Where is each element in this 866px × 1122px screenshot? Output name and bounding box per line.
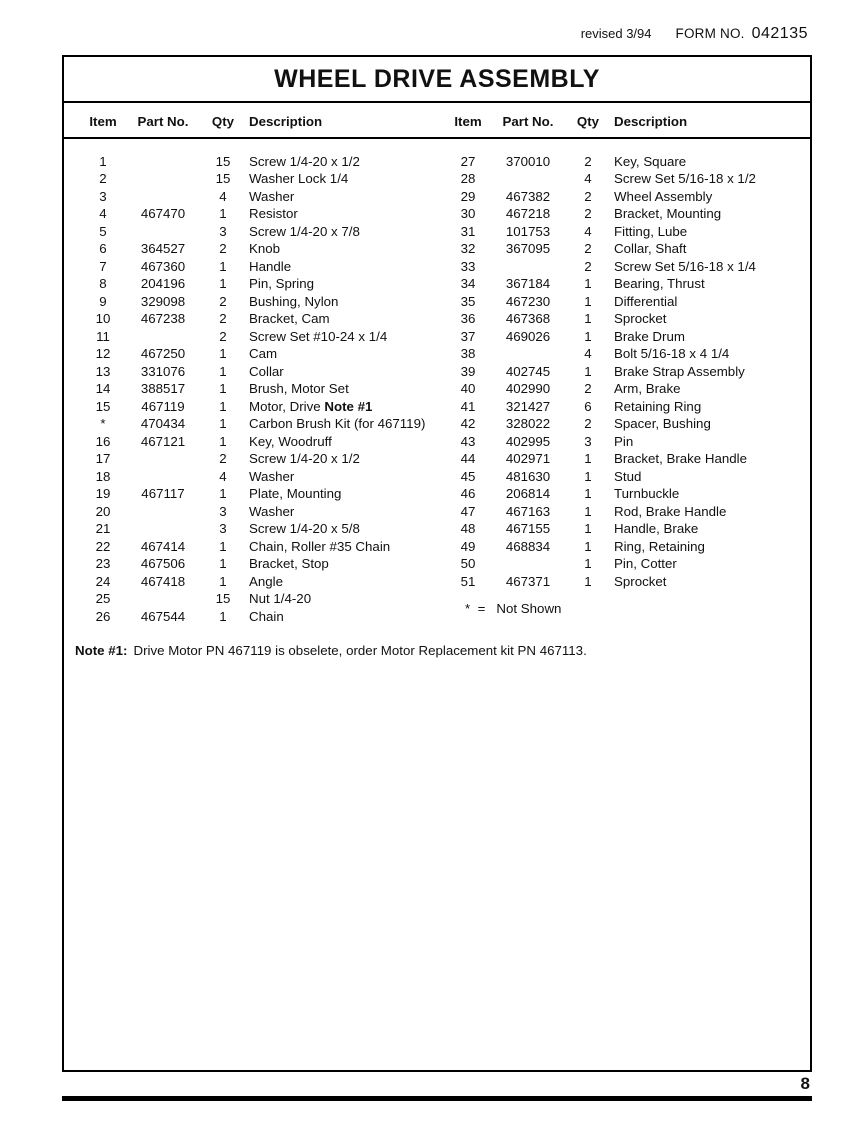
- table-left-rows: [77, 153, 442, 626]
- qty-cell: 3: [584, 433, 592, 449]
- table-row: [77, 608, 442, 626]
- item-cell: 10: [95, 311, 111, 326]
- content-border-box: [62, 55, 812, 1072]
- qty-cell: 15: [215, 591, 231, 606]
- form-number: 042135: [751, 25, 808, 42]
- item-cell: 44: [460, 451, 476, 466]
- item-cell: 29: [460, 188, 476, 204]
- table-row: [442, 433, 810, 451]
- part-no-cell: 467119: [141, 398, 185, 414]
- table-row: [77, 205, 442, 223]
- qty-cell: 2: [219, 328, 227, 344]
- qty-cell: 2: [219, 241, 227, 256]
- qty-cell: 3: [219, 223, 227, 239]
- table-row: [442, 310, 810, 328]
- item-cell: 22: [95, 538, 111, 554]
- table-row: [77, 590, 442, 608]
- qty-cell: 2: [584, 241, 592, 256]
- table-row: [442, 573, 810, 591]
- qty-cell: 2: [219, 451, 227, 466]
- item-cell: *: [100, 416, 106, 431]
- qty-cell: 1: [219, 398, 227, 414]
- item-cell: 12: [95, 346, 111, 361]
- qty-cell: 1: [584, 468, 592, 484]
- part-no-cell: [129, 503, 197, 521]
- table-right-column: [442, 153, 810, 617]
- table-row: [77, 398, 442, 416]
- qty-cell: 2: [584, 153, 592, 169]
- qty-cell: 4: [584, 346, 592, 361]
- table-row: [77, 555, 442, 573]
- description-cell: Brake Drum: [614, 328, 685, 344]
- not-shown-legend: * = Not Shown: [465, 601, 562, 616]
- item-cell: 13: [95, 363, 111, 379]
- description-cell: Sprocket: [614, 573, 667, 589]
- description-cell: Bolt 5/16-18 x 4 1/4: [614, 346, 730, 361]
- table-row: [77, 380, 442, 398]
- part-no-cell: 329098: [140, 293, 186, 309]
- qty-cell: 4: [584, 171, 592, 186]
- qty-cell: 1: [584, 521, 592, 536]
- qty-cell: 4: [219, 468, 227, 484]
- table-row: [442, 398, 810, 416]
- description-cell: Resistor: [249, 206, 298, 221]
- part-no-cell: [129, 153, 197, 171]
- part-no-cell: [494, 555, 562, 573]
- qty-cell: 1: [219, 538, 227, 554]
- part-no-cell: 468834: [505, 538, 551, 554]
- qty-cell: 2: [584, 381, 592, 396]
- part-no-cell: 370010: [505, 153, 551, 169]
- item-cell: 50: [460, 556, 476, 571]
- qty-cell: 4: [219, 188, 227, 204]
- table-row: [77, 223, 442, 241]
- item-cell: 17: [95, 451, 111, 466]
- qty-cell: 1: [584, 276, 592, 291]
- item-cell: 34: [460, 276, 476, 291]
- column-header-item: Item: [89, 114, 117, 129]
- part-no-cell: [129, 328, 197, 346]
- qty-cell: 1: [584, 503, 592, 519]
- note-text: Drive Motor PN 467119 is obselete, order Motor Replacement kit PN 467113.: [133, 643, 587, 658]
- item-cell: 35: [460, 293, 476, 309]
- description-cell: Wheel Assembly: [614, 188, 713, 204]
- table-row: [442, 503, 810, 521]
- qty-cell: 1: [584, 486, 592, 501]
- item-cell: 31: [460, 223, 476, 239]
- description-cell: Knob: [249, 241, 281, 256]
- part-no-cell: 402995: [505, 433, 551, 449]
- table-row: [77, 293, 442, 311]
- item-cell: 48: [460, 521, 476, 536]
- table-row: [442, 205, 810, 223]
- qty-cell: 1: [584, 363, 592, 379]
- bottom-rule: [62, 1096, 812, 1101]
- part-no-cell: 467371: [505, 573, 551, 589]
- qty-cell: 2: [584, 258, 592, 274]
- table-row: [442, 293, 810, 311]
- description-cell: Differential: [614, 293, 678, 309]
- description-cell: Screw 1/4-20 x 5/8: [249, 521, 360, 536]
- qty-cell: 3: [219, 503, 227, 519]
- table-row: [77, 328, 442, 346]
- note-reference: Note #1: [324, 398, 373, 414]
- part-no-cell: 402745: [505, 363, 551, 379]
- table-row: [442, 555, 810, 573]
- part-no-cell: 402971: [505, 451, 551, 466]
- item-cell: 16: [95, 433, 111, 449]
- table-row: [77, 188, 442, 206]
- qty-cell: 2: [219, 311, 227, 326]
- table-row: [442, 485, 810, 503]
- part-no-cell: 467414: [140, 538, 186, 554]
- qty-cell: 1: [219, 608, 227, 624]
- description-cell: Washer: [249, 503, 295, 519]
- part-no-cell: 467368: [505, 311, 551, 326]
- description-cell: Pin, Spring: [249, 276, 315, 291]
- item-cell: 19: [95, 486, 111, 501]
- item-cell: 8: [99, 276, 107, 291]
- item-cell: 38: [460, 346, 476, 361]
- description-cell: Fitting, Lube: [614, 223, 688, 239]
- column-header-part-no: Part No.: [502, 114, 554, 129]
- item-cell: 9: [99, 293, 107, 309]
- qty-cell: 1: [219, 258, 227, 274]
- description-cell: Pin, Cotter: [614, 556, 677, 571]
- item-cell: 46: [460, 486, 476, 501]
- part-no-cell: 467506: [140, 556, 186, 571]
- table-row: [77, 573, 442, 591]
- part-no-cell: 328022: [505, 416, 551, 431]
- part-no-cell: [129, 468, 197, 486]
- table-row: [77, 538, 442, 556]
- description-cell: Key, Woodruff: [249, 433, 332, 449]
- table-row: [442, 188, 810, 206]
- description-cell: Turnbuckle: [614, 486, 680, 501]
- item-cell: 20: [95, 503, 111, 519]
- qty-cell: 1: [219, 206, 227, 221]
- description-cell: Brush, Motor Set: [249, 381, 349, 396]
- table-row: [442, 240, 810, 258]
- qty-cell: 1: [219, 276, 227, 291]
- description-cell: Collar: [249, 363, 284, 379]
- table-row: [442, 345, 810, 363]
- description-cell: Bracket, Brake Handle: [614, 451, 748, 466]
- part-no-cell: 467155: [505, 521, 551, 536]
- part-no-cell: 388517: [140, 381, 186, 396]
- item-cell: 33: [460, 258, 476, 274]
- form-no-label: FORM NO.: [675, 26, 745, 41]
- description-cell: Washer Lock 1/4: [249, 171, 349, 186]
- part-no-cell: 206814: [505, 486, 551, 501]
- table-row: [77, 240, 442, 258]
- description-cell: Angle: [249, 573, 284, 589]
- description-cell: Ring, Retaining: [614, 538, 705, 554]
- table-row: [77, 258, 442, 276]
- table-row: [77, 275, 442, 293]
- table-row: [442, 170, 810, 188]
- table-row: [442, 258, 810, 276]
- table-row: [442, 415, 810, 433]
- item-cell: 45: [460, 468, 476, 484]
- table-row: [442, 380, 810, 398]
- part-no-cell: 367184: [505, 276, 551, 291]
- qty-cell: 1: [584, 293, 592, 309]
- item-cell: 7: [99, 258, 107, 274]
- part-no-cell: 204196: [140, 276, 186, 291]
- part-no-cell: 467382: [505, 188, 551, 204]
- page-title: WHEEL DRIVE ASSEMBLY: [274, 65, 600, 93]
- qty-cell: 15: [215, 153, 231, 169]
- description-cell: Bracket, Mounting: [614, 206, 722, 221]
- table-row: [442, 363, 810, 381]
- part-no-cell: [129, 188, 197, 206]
- description-cell: Screw 1/4-20 x 1/2: [249, 451, 360, 466]
- description-cell: Washer: [249, 468, 295, 484]
- description-cell: Screw Set 5/16-18 x 1/4: [614, 258, 756, 274]
- table-row: [77, 310, 442, 328]
- table-body: [64, 139, 810, 626]
- description-cell: Arm, Brake: [614, 381, 681, 396]
- description-cell: Carbon Brush Kit (for 467119): [249, 416, 426, 431]
- column-header-item: Item: [454, 114, 482, 129]
- qty-cell: 1: [219, 363, 227, 379]
- description-cell: Chain: [249, 608, 284, 624]
- table-row: [77, 153, 442, 171]
- part-no-cell: 467360: [140, 258, 186, 274]
- part-no-cell: 101753: [505, 223, 551, 239]
- part-no-cell: 467230: [505, 293, 551, 309]
- part-no-cell: [494, 345, 562, 363]
- qty-cell: 6: [584, 398, 592, 414]
- qty-cell: 1: [584, 556, 592, 571]
- item-cell: 18: [95, 468, 111, 484]
- item-cell: 23: [95, 556, 111, 571]
- part-no-cell: 364527: [140, 241, 186, 256]
- description-cell: Cam: [249, 346, 278, 361]
- note-label: Note #1:: [75, 643, 128, 658]
- description-cell: Brake Strap Assembly: [614, 363, 745, 379]
- table-row: [77, 170, 442, 188]
- part-no-cell: 467238: [140, 311, 186, 326]
- item-cell: 37: [460, 328, 476, 344]
- table-row: [77, 363, 442, 381]
- description-cell: Screw 1/4-20 x 1/2: [249, 153, 360, 169]
- part-no-cell: 469026: [505, 328, 551, 344]
- part-no-cell: 467117: [141, 486, 185, 501]
- qty-cell: 2: [584, 416, 592, 431]
- part-no-cell: 367095: [505, 241, 551, 256]
- description-cell: Handle, Brake: [614, 521, 699, 536]
- item-cell: 43: [460, 433, 476, 449]
- item-cell: 28: [460, 171, 476, 186]
- part-no-cell: 331076: [140, 363, 186, 379]
- part-no-cell: 402990: [505, 381, 551, 396]
- part-no-cell: 467121: [140, 433, 186, 449]
- qty-cell: 1: [219, 416, 227, 431]
- qty-cell: 1: [219, 346, 227, 361]
- item-cell: 26: [95, 608, 111, 624]
- column-header-qty: Qty: [211, 114, 235, 129]
- description-cell: Screw Set 5/16-18 x 1/2: [614, 171, 756, 186]
- description-cell: Screw 1/4-20 x 7/8: [249, 223, 360, 239]
- qty-cell: 4: [584, 223, 592, 239]
- table-row: [442, 328, 810, 346]
- description-cell: Retaining Ring: [614, 398, 702, 414]
- part-no-cell: 481630: [505, 468, 551, 484]
- qty-cell: 1: [219, 381, 227, 396]
- qty-cell: 1: [219, 573, 227, 589]
- note: [64, 642, 810, 659]
- table-row: [77, 485, 442, 503]
- item-cell: 39: [460, 363, 476, 379]
- part-no-cell: [129, 170, 197, 188]
- item-cell: 32: [460, 241, 476, 256]
- item-cell: 6: [99, 241, 107, 256]
- table-row: [442, 153, 810, 171]
- table-row: [442, 538, 810, 556]
- column-header-part-no: Part No.: [137, 114, 189, 129]
- part-no-cell: 467163: [505, 503, 551, 519]
- part-no-cell: [494, 170, 562, 188]
- description-cell: Key, Square: [614, 153, 687, 169]
- description-cell: Handle: [249, 258, 292, 274]
- qty-cell: 3: [219, 521, 227, 536]
- part-no-cell: 467544: [140, 608, 186, 624]
- item-cell: 40: [460, 381, 476, 396]
- part-no-cell: [129, 450, 197, 468]
- description-cell: Sprocket: [614, 311, 667, 326]
- table-row: [77, 433, 442, 451]
- qty-cell: 2: [219, 293, 227, 309]
- description-cell: Washer: [249, 188, 295, 204]
- part-no-cell: 467418: [140, 573, 186, 589]
- part-no-cell: [129, 520, 197, 538]
- qty-cell: 15: [215, 171, 231, 186]
- description-cell: Pin: [614, 433, 634, 449]
- qty-cell: 1: [584, 538, 592, 554]
- qty-cell: 1: [219, 556, 227, 571]
- part-no-cell: [129, 590, 197, 608]
- description-cell: Bushing, Nylon: [249, 293, 339, 309]
- page-number: 8: [800, 1074, 810, 1093]
- table-row: [442, 468, 810, 486]
- table-row: [442, 520, 810, 538]
- item-cell: 14: [95, 381, 111, 396]
- table-row: [442, 275, 810, 293]
- description-cell: Plate, Mounting: [249, 486, 342, 501]
- table-left-column: [77, 153, 442, 626]
- item-cell: 42: [460, 416, 476, 431]
- table-row: [442, 223, 810, 241]
- revised-date: revised 3/94: [580, 26, 652, 41]
- table-row: [77, 468, 442, 486]
- description-cell: Motor, Drive Note #1: [249, 398, 373, 414]
- qty-cell: 1: [584, 328, 592, 344]
- qty-cell: 1: [219, 486, 227, 501]
- table-header-right: [442, 113, 810, 131]
- description-cell: Chain, Roller #35 Chain: [249, 538, 391, 554]
- table-row: [77, 415, 442, 433]
- part-no-cell: [129, 223, 197, 241]
- table-right-rows: [442, 153, 810, 591]
- item-cell: 4: [99, 206, 107, 221]
- item-cell: 25: [95, 591, 111, 606]
- part-no-cell: 321427: [505, 398, 551, 414]
- column-header-qty: Qty: [576, 114, 600, 129]
- table-row: [77, 345, 442, 363]
- item-cell: 11: [96, 328, 110, 344]
- description-cell: Nut 1/4-20: [249, 591, 312, 606]
- qty-cell: 1: [584, 573, 592, 589]
- column-header-description: Description: [614, 114, 688, 129]
- description-cell: Bracket, Cam: [249, 311, 330, 326]
- qty-cell: 2: [584, 188, 592, 204]
- part-no-cell: 467218: [505, 206, 551, 221]
- description-cell: Rod, Brake Handle: [614, 503, 727, 519]
- part-no-cell: [494, 258, 562, 276]
- qty-cell: 1: [584, 451, 592, 466]
- item-cell: 27: [460, 153, 476, 169]
- part-no-cell: 467470: [140, 206, 186, 221]
- table-header-left: [77, 113, 442, 131]
- description-cell: Spacer, Bushing: [614, 416, 711, 431]
- table-row: [77, 450, 442, 468]
- table-header-row: [64, 103, 810, 139]
- description-cell: Collar, Shaft: [614, 241, 687, 256]
- item-cell: 30: [460, 206, 476, 221]
- qty-cell: 2: [584, 206, 592, 221]
- item-cell: 51: [460, 573, 476, 589]
- item-cell: 3: [99, 188, 107, 204]
- title-bar: [64, 57, 810, 103]
- table-row: [442, 450, 810, 468]
- description-cell: Screw Set #10-24 x 1/4: [249, 328, 388, 344]
- page-top-header: [581, 25, 808, 43]
- item-cell: 47: [460, 503, 476, 519]
- item-cell: 1: [99, 153, 107, 169]
- qty-cell: 1: [219, 433, 227, 449]
- description-cell: Bracket, Stop: [249, 556, 329, 571]
- item-cell: 2: [99, 171, 107, 186]
- item-cell: 15: [95, 398, 111, 414]
- part-no-cell: 470434: [140, 416, 186, 431]
- table-row: [77, 520, 442, 538]
- description-cell: Bearing, Thrust: [614, 276, 705, 291]
- item-cell: 36: [460, 311, 476, 326]
- item-cell: 21: [95, 521, 111, 536]
- item-cell: 5: [99, 223, 107, 239]
- qty-cell: 1: [584, 311, 592, 326]
- description-cell: Stud: [614, 468, 642, 484]
- item-cell: 24: [95, 573, 111, 589]
- item-cell: 49: [460, 538, 476, 554]
- column-header-description: Description: [249, 114, 323, 129]
- table-row: [77, 503, 442, 521]
- item-cell: 41: [460, 398, 476, 414]
- part-no-cell: 467250: [140, 346, 186, 361]
